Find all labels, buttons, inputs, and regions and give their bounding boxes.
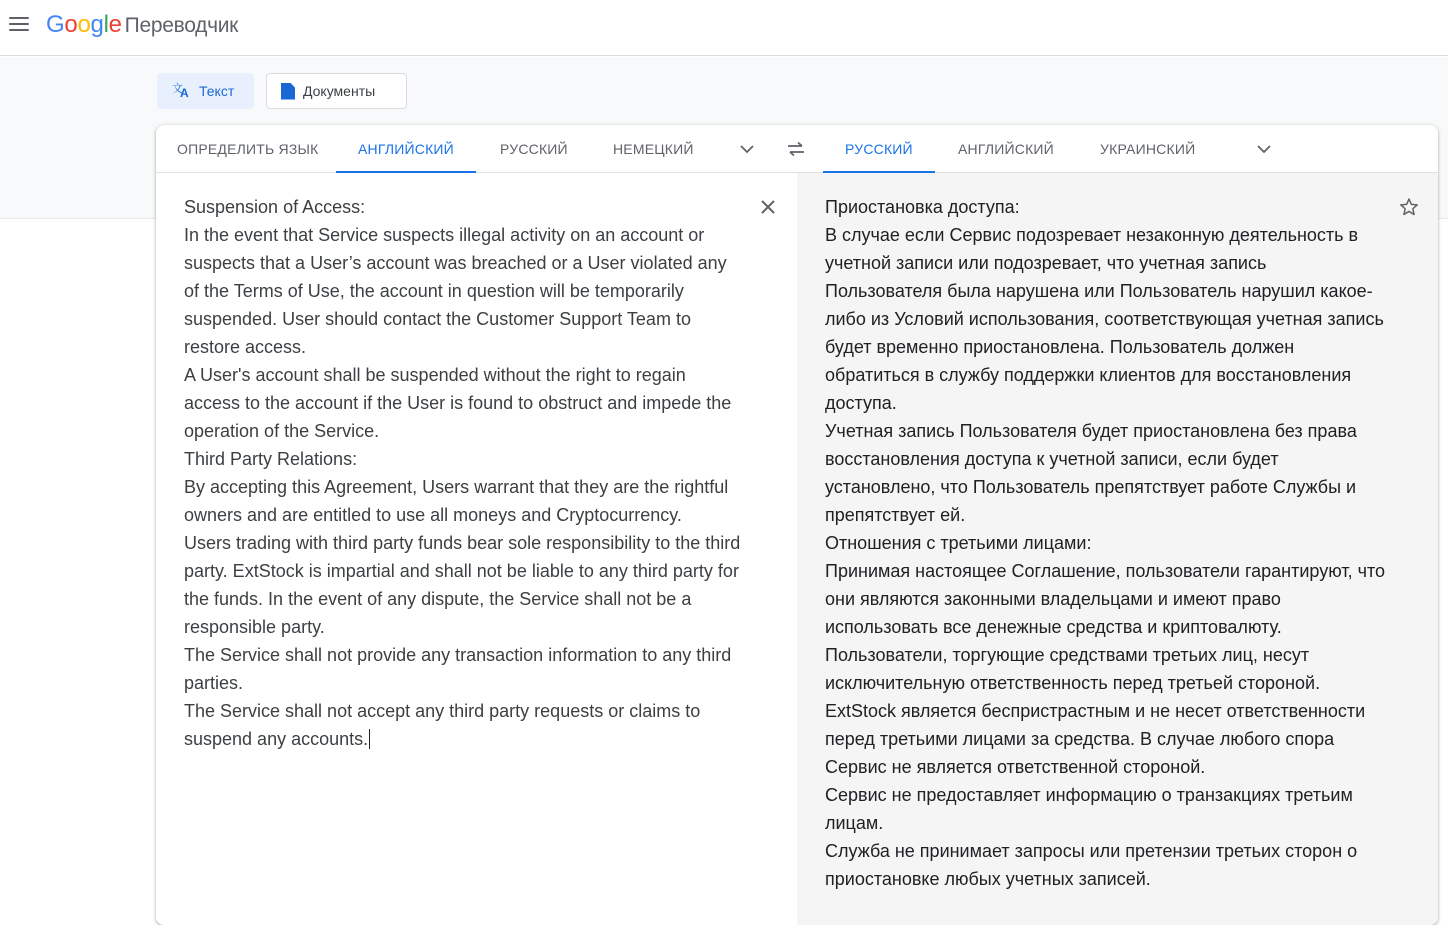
source-pane xyxy=(156,173,797,925)
tab-target-english[interactable]: АНГЛИЙСКИЙ xyxy=(958,141,1054,157)
tab-detect-language[interactable]: ОПРЕДЕЛИТЬ ЯЗЫК xyxy=(177,141,319,157)
star-icon[interactable] xyxy=(1397,195,1421,219)
text-cursor xyxy=(369,729,370,749)
target-language-chevron-down-icon[interactable] xyxy=(1254,139,1274,159)
logo-letter: e xyxy=(108,11,122,38)
translate-icon xyxy=(172,81,191,101)
google-translate-logo[interactable] xyxy=(46,11,238,39)
logo-letter: o xyxy=(64,11,78,38)
text-mode-label: Текст xyxy=(199,83,235,99)
close-icon[interactable] xyxy=(756,195,780,219)
tab-source-russian[interactable]: РУССКИЙ xyxy=(500,141,568,157)
product-name: Переводчик xyxy=(124,14,239,37)
source-text-input[interactable] xyxy=(184,193,744,753)
tab-source-german[interactable]: НЕМЕЦКИЙ xyxy=(613,141,694,157)
target-pane xyxy=(797,173,1438,925)
logo-letter: o xyxy=(77,11,91,38)
tab-target-russian[interactable]: РУССКИЙ xyxy=(845,125,913,173)
tab-target-ukrainian[interactable]: УКРАИНСКИЙ xyxy=(1100,141,1196,157)
translated-text: Приостановка доступа: В случае если Сервис подозревает незаконную деятельность в учетной записи или подозревает, что учетная запись Пользователя была нарушена или Пользователь нарушил какое-либо из Условий использования, соответствующая учетная запись будет временно приостановлена. Пользователь должен обратиться в службу поддержки клиентов для восстановления доступа. Учетная запись Пользователя будет приостановлена без права восстановления доступа к учетной записи, если будет установлено, что Пользователь препятствует работе Службы и препятствует ей. Отношения с третьими лицами: Принимая настоящее Соглашение, пользователи гарантируют, что они являются законными владельцами и имеют право использовать все денежные средства и криптовалюту. Пользователи, торгующие средствами третьих лиц, несут исключительную ответственность перед третьей стороной. ExtStock является беспристрастным и не несет ответственности перед третьими лицами за средства. В случае любого спора Сервис не является ответственной стороной. Сервис не предоставляет информацию о транзакциях третьим лицам. Служба не принимает запросы или претензии третьих сторон о приостановке любых учетных записей. xyxy=(825,197,1385,889)
logo-letter: G xyxy=(46,11,65,38)
text-mode-button[interactable] xyxy=(157,73,254,109)
documents-mode-button[interactable] xyxy=(266,73,407,109)
translation-card xyxy=(156,125,1438,925)
document-icon xyxy=(281,83,295,100)
language-bar xyxy=(156,125,1438,173)
tab-source-english[interactable]: АНГЛИЙСКИЙ xyxy=(358,125,454,173)
top-app-bar xyxy=(0,0,1448,56)
logo-letter: g xyxy=(90,11,104,38)
svg-text:A: A xyxy=(180,86,189,98)
menu-icon[interactable] xyxy=(8,13,30,35)
logo-letter: l xyxy=(103,11,109,38)
source-text-content: Suspension of Access: In the event that Service suspects illegal activity on an account or suspects that a User’s account was breached or a User violated any of the Terms of Use, the account in question will be temporarily suspended. User should contact the Customer Support Team to restore access. A User's account shall be suspended without the right to regain access to the account if the User is found to obstruct and impede the operation of the Service. Third Party Relations: By accepting this Agreement, Users warrant that they are the rightful owners and are entitled to use all moneys and Cryptocurrency. Users trading with third party funds bear sole responsibility to the third party. ExtStock is impartial and shall not be liable to any third party for the funds. In the event of any dispute, the Service shall not be a responsible party. The Service shall not provide any transaction information to any third parties. The Service shall not accept any third party requests or claims to suspend any accounts. xyxy=(184,197,741,749)
source-language-chevron-down-icon[interactable] xyxy=(737,139,757,159)
swap-icon[interactable] xyxy=(784,137,808,161)
documents-mode-label: Документы xyxy=(303,83,376,99)
svg-text:文: 文 xyxy=(172,83,183,95)
